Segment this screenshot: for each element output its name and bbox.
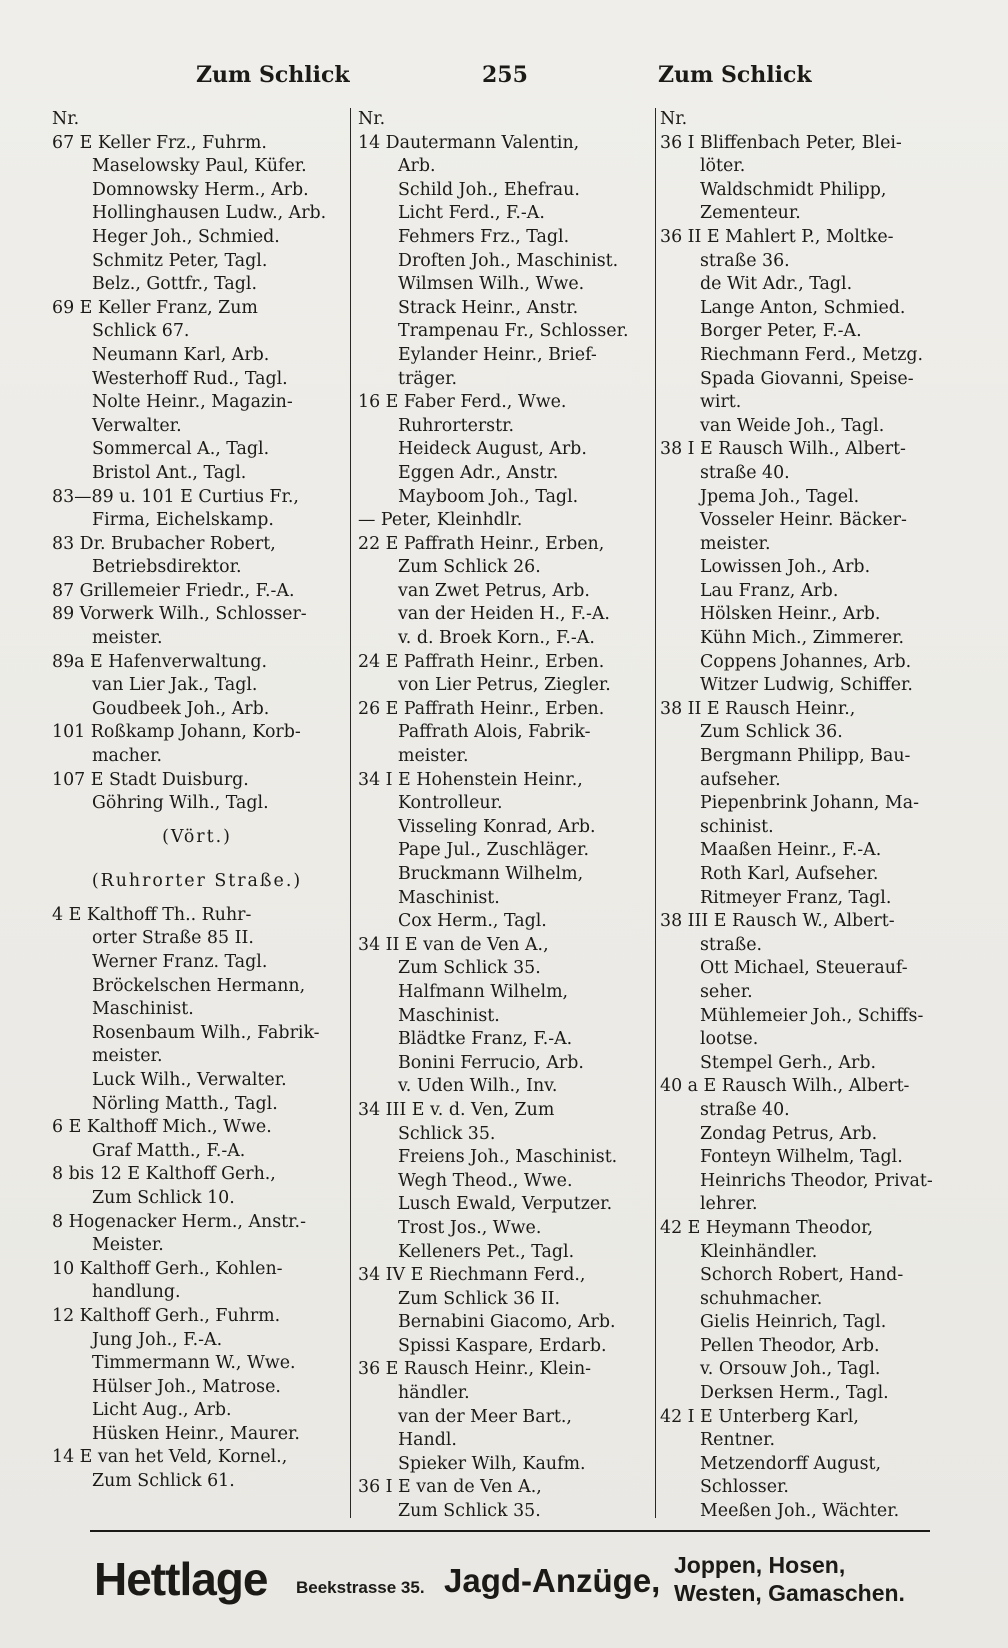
directory-entry-line: 26 E Paffrath Heinr., Erben. (358, 698, 605, 719)
directory-entry-line: Hölsken Heinr., Arb. (700, 604, 881, 625)
directory-entry-line: 36 E Rausch Heinr., Klein- (358, 1359, 592, 1380)
directory-entry-line: 36 I Bliffenbach Peter, Blei- (660, 132, 902, 153)
directory-entry-line: v. Orsouw Joh., Tagl. (700, 1359, 881, 1380)
directory-entry-line: van Weide Joh., Tagl. (700, 415, 885, 436)
directory-entry-line: 8 bis 12 E Kalthoff Gerh., (52, 1164, 276, 1185)
directory-entry-line: 87 Grillemeier Friedr., F.-A. (52, 580, 295, 601)
directory-entry-line: Lusch Ewald, Verputzer. (398, 1194, 613, 1215)
directory-entry-line: Zum Schlick 61. (92, 1471, 235, 1492)
directory-entry-line: Zum Schlick 35. (398, 1501, 541, 1522)
directory-entry-line: Betriebsdirektor. (92, 557, 242, 578)
directory-entry-line: Zondag Petrus, Arb. (700, 1123, 878, 1144)
directory-entry-line: Droften Joh., Maschinist. (398, 250, 619, 271)
directory-entry-line: Lowissen Joh., Arb. (700, 557, 871, 578)
directory-entry-line: Kelleners Pet., Tagl. (398, 1241, 575, 1262)
advertisement (0, 1552, 1008, 1632)
directory-entry-line: schuhmacher. (700, 1288, 823, 1309)
directory-entry-line: 34 III E v. d. Ven, Zum (358, 1099, 555, 1120)
directory-entry-line: Waldschmidt Philipp, (700, 179, 887, 200)
directory-entry-line: Kleinhändler. (700, 1241, 818, 1262)
directory-entry-line: Nörling Matth., Tagl. (92, 1093, 278, 1114)
ad-brand: Hettlage (94, 1553, 268, 1605)
directory-entry-line: 34 II E van de Ven A., (358, 934, 549, 955)
ad-items-line1: Joppen, Hosen, (674, 1552, 846, 1578)
directory-entry-line: Nr. (358, 109, 386, 129)
directory-entry-line: wirt. (700, 392, 742, 413)
directory-entry-line: Ruhrorterstr. (398, 415, 515, 436)
directory-column-1 (52, 108, 342, 1528)
directory-entry-line: Hüsken Heinr., Maurer. (92, 1423, 300, 1444)
directory-entry-line: Kontrolleur. (398, 793, 503, 814)
directory-entry-line: 40 a E Rausch Wilh., Albert- (660, 1076, 910, 1097)
directory-entry-line: Hülser Joh., Matrose. (92, 1376, 281, 1397)
directory-entry-line: Roth Karl, Aufseher. (700, 864, 879, 884)
ad-product: Jagd-Anzüge, (444, 1562, 661, 1599)
directory-entry-line: meister. (700, 533, 771, 554)
directory-entry-line: Ott Michael, Steuerauf- (700, 958, 908, 979)
directory-entry-line: Nr. (660, 109, 688, 129)
directory-entry-line: Jung Joh., F.-A. (92, 1329, 223, 1350)
page-number: 255 (482, 62, 528, 88)
directory-entry-line: 34 IV E Riechmann Ferd., (358, 1265, 586, 1286)
directory-entry-line: Arb. (398, 156, 436, 177)
directory-entry-line: meister. (92, 1046, 163, 1067)
running-title-left: Zum Schlick (196, 62, 350, 88)
directory-entry-line: Blädtke Franz, F.-A. (398, 1029, 573, 1050)
directory-entry-line: Domnowsky Herm., Arb. (92, 179, 309, 200)
running-title-right: Zum Schlick (658, 62, 812, 88)
directory-entry-line: Luck Wilh., Verwalter. (92, 1069, 287, 1090)
directory-entry-line: händler. (398, 1383, 470, 1404)
directory-entry-line: van der Meer Bart., (398, 1406, 572, 1427)
directory-entry-line: Eggen Adr., Anstr. (398, 462, 559, 483)
directory-entry-line: Bernabini Giacomo, Arb. (398, 1312, 616, 1333)
directory-entry-line: Spada Giovanni, Speise- (700, 368, 914, 389)
directory-entry-line: Zum Schlick 35. (398, 958, 541, 979)
directory-entry-line: Zum Schlick 26. (398, 557, 541, 578)
directory-entry-line: straße. (700, 934, 763, 955)
directory-entry-line: Belz., Gottfr., Tagl. (92, 274, 257, 295)
directory-entry-line: Schlick 67. (92, 321, 190, 342)
directory-entry-line: Meeßen Joh., Wächter. (700, 1501, 900, 1522)
directory-entry-line: Zum Schlick 36 II. (398, 1288, 561, 1309)
directory-entry-line: Firma, Eichelskamp. (92, 510, 274, 531)
directory-entry-line: löter. (700, 156, 746, 177)
directory-entry-line: Trampenau Fr., Schlosser. (398, 321, 629, 342)
directory-entry-line: Witzer Ludwig, Schiffer. (700, 675, 913, 696)
directory-entry-line: Freiens Joh., Maschinist. (398, 1147, 618, 1168)
directory-entry-line: 12 Kalthoff Gerh., Fuhrm. (52, 1305, 281, 1326)
directory-entry-line: 89 Vorwerk Wilh., Schlosser- (52, 604, 307, 625)
directory-entry-line: 42 I E Unterberg Karl, (660, 1406, 859, 1427)
directory-entry-line: Riechmann Ferd., Metzg. (700, 344, 924, 365)
directory-entry-line: straße 40. (700, 462, 790, 483)
directory-entry-line: 36 I E van de Ven A., (358, 1477, 542, 1498)
directory-entry-line: (Vört.) (162, 826, 232, 847)
directory-entry-line: Zum Schlick 36. (700, 722, 843, 743)
directory-entry-line: Göhring Wilh., Tagl. (92, 793, 269, 814)
directory-entry-line: Paffrath Alois, Fabrik- (398, 722, 591, 743)
directory-entry-line: Stempel Gerh., Arb. (700, 1052, 877, 1073)
directory-entry-line: Neumann Karl, Arb. (92, 344, 270, 365)
directory-entry-line: 42 E Heymann Theodor, (660, 1217, 874, 1238)
directory-column-2 (358, 108, 652, 1528)
directory-entry-line: Schlosser. (700, 1477, 789, 1498)
directory-entry-line: Piepenbrink Johann, Ma- (700, 793, 919, 814)
directory-entry-line: Pellen Theodor, Arb. (700, 1335, 880, 1356)
directory-entry-line: straße 36. (700, 250, 790, 271)
ad-items-line2: Westen, Gamaschen. (674, 1580, 905, 1606)
directory-entry-line: Halfmann Wilhelm, (398, 981, 569, 1002)
directory-entry-line: Sommercal A., Tagl. (92, 439, 270, 460)
directory-entry-line: Maschinist. (398, 1005, 500, 1026)
page-header (0, 62, 1008, 98)
directory-entry-line: 38 III E Rausch W., Albert- (660, 911, 895, 932)
directory-entry-line: Maschinist. (92, 999, 194, 1020)
directory-entry-line: Licht Aug., Arb. (92, 1400, 232, 1421)
directory-entry-line: 107 E Stadt Duisburg. (52, 769, 249, 790)
directory-entry-line: Graf Matth., F.-A. (92, 1140, 246, 1161)
directory-entry-line: Bergmann Philipp, Bau- (700, 746, 911, 767)
directory-entry-line: Jpema Joh., Tagel. (700, 486, 860, 507)
directory-entry-line: Schmitz Peter, Tagl. (92, 250, 268, 271)
directory-entry-line: Maaßen Heinr., F.-A. (700, 840, 882, 861)
directory-entry-line: straße 40. (700, 1099, 790, 1120)
directory-entry-line: Timmermann W., Wwe. (92, 1353, 296, 1374)
directory-entry-line: schinist. (700, 816, 774, 837)
directory-entry-line: 38 II E Rausch Heinr., (660, 698, 856, 719)
directory-entry-line: 14 E van het Veld, Kornel., (52, 1447, 288, 1468)
directory-entry-line: Schorch Robert, Hand- (700, 1265, 904, 1286)
directory-entry-line: 36 II E Mahlert P., Moltke- (660, 226, 894, 247)
directory-entry-line: Westerhoff Rud., Tagl. (92, 368, 288, 389)
directory-entry-line: 8 Hogenacker Herm., Anstr.- (52, 1211, 306, 1232)
directory-entry-line: lehrer. (700, 1194, 758, 1215)
directory-entry-line: Heideck August, Arb. (398, 439, 587, 460)
directory-entry-line: 67 E Keller Frz., Fuhrm. (52, 132, 267, 153)
directory-entry-line: Wegh Theod., Wwe. (398, 1170, 573, 1191)
directory-entry-line: Lange Anton, Schmied. (700, 297, 906, 318)
directory-entry-line: 34 I E Hohenstein Heinr., (358, 769, 583, 790)
directory-entry-line: van Zwet Petrus, Arb. (398, 580, 590, 601)
directory-entry-line: orter Straße 85 II. (92, 928, 254, 949)
directory-entry-line: lootse. (700, 1029, 759, 1050)
directory-entry-line: Kühn Mich., Zimmerer. (700, 628, 905, 649)
directory-entry-line: Rosenbaum Wilh., Fabrik- (92, 1022, 320, 1043)
directory-entry-line: macher. (92, 746, 163, 767)
directory-entry-line: v. d. Broek Korn., F.-A. (398, 628, 595, 649)
directory-entry-line: Meister. (92, 1235, 164, 1256)
footer-divider (90, 1530, 930, 1532)
directory-entry-line: Borger Peter, F.-A. (700, 321, 862, 342)
directory-entry-line: Vosseler Heinr. Bäcker- (700, 510, 907, 531)
directory-entry-line: Schild Joh., Ehefrau. (398, 179, 580, 200)
directory-entry-line: van der Heiden H., F.-A. (398, 604, 610, 625)
directory-entry-line: Rentner. (700, 1430, 775, 1451)
directory-entry-line: handlung. (92, 1282, 181, 1303)
directory-entry-line: Bonini Ferrucio, Arb. (398, 1052, 584, 1073)
directory-entry-line: Bruckmann Wilhelm, (398, 864, 584, 884)
directory-entry-line: Lau Franz, Arb. (700, 580, 839, 601)
directory-entry-line: Hollinghausen Ludw., Arb. (92, 203, 327, 224)
directory-entry-line: seher. (700, 981, 753, 1002)
directory-entry-line: Licht Ferd., F.-A. (398, 203, 545, 224)
directory-entry-line: Mühlemeier Joh., Schiffs- (700, 1005, 924, 1026)
directory-entry-line: Nolte Heinr., Magazin- (92, 392, 293, 413)
directory-entry-line: träger. (398, 368, 458, 389)
column-divider (350, 108, 351, 1518)
directory-entry-line: 10 Kalthoff Gerh., Kohlen- (52, 1258, 283, 1279)
directory-entry-line: Nr. (52, 109, 80, 129)
directory-entry-line: Eylander Heinr., Brief- (398, 344, 597, 365)
directory-entry-line: 24 E Paffrath Heinr., Erben. (358, 651, 605, 672)
directory-entry-line: meister. (398, 746, 469, 767)
directory-entry-line: Verwalter. (92, 415, 182, 436)
directory-entry-line: von Lier Petrus, Ziegler. (398, 675, 611, 696)
directory-entry-line: 22 E Paffrath Heinr., Erben, (358, 533, 605, 554)
directory-entry-line: 101 Roßkamp Johann, Korb- (52, 722, 301, 743)
directory-entry-line: Derksen Herm., Tagl. (700, 1383, 889, 1404)
directory-entry-line: Cox Herm., Tagl. (398, 911, 547, 932)
directory-entry-line: 14 Dautermann Valentin, (358, 132, 580, 153)
directory-entry-line: Fonteyn Wilhelm, Tagl. (700, 1147, 903, 1168)
directory-entry-line: Heger Joh., Schmied. (92, 226, 280, 247)
directory-entry-line: Maschinist. (398, 887, 500, 908)
directory-entry-line: Trost Jos., Wwe. (398, 1217, 542, 1238)
directory-entry-line: van Lier Jak., Tagl. (92, 675, 258, 696)
directory-entry-line: 83 Dr. Brubacher Robert, (52, 533, 276, 554)
directory-entry-line: Metzendorff August, (700, 1453, 882, 1474)
directory-entry-line: 4 E Kalthoff Th.. Ruhr- (52, 904, 252, 925)
directory-entry-line: Wilmsen Wilh., Wwe. (398, 274, 585, 295)
directory-entry-line: 69 E Keller Franz, Zum (52, 297, 258, 318)
directory-entry-line: Schlick 35. (398, 1123, 496, 1144)
column-divider (655, 108, 656, 1518)
directory-entry-line: meister. (92, 628, 163, 649)
directory-entry-line: (Ruhrorter Straße.) (91, 870, 303, 891)
directory-entry-line: Spissi Kaspare, Erdarb. (398, 1335, 607, 1356)
directory-entry-line: Fehmers Frz., Tagl. (398, 226, 570, 247)
directory-entry-line: Werner Franz. Tagl. (92, 952, 268, 972)
directory-entry-line: 38 I E Rausch Wilh., Albert- (660, 439, 906, 460)
directory-entry-line: Strack Heinr., Anstr. (398, 297, 579, 318)
directory-entry-line: Spieker Wilh, Kaufm. (398, 1453, 586, 1474)
directory-column-3 (660, 108, 966, 1528)
directory-entry-line: Bristol Ant., Tagl. (92, 462, 247, 483)
directory-entry-line: Maselowsky Paul, Küfer. (92, 156, 307, 177)
directory-entry-line: Bröckelschen Hermann, (92, 975, 306, 996)
directory-entry-line: Pape Jul., Zuschläger. (398, 840, 589, 861)
directory-entry-line: aufseher. (700, 769, 781, 790)
directory-entry-line: v. Uden Wilh., Inv. (398, 1076, 558, 1097)
directory-entry-line: Handl. (398, 1430, 457, 1451)
directory-entry-line: Ritmeyer Franz, Tagl. (700, 887, 892, 908)
directory-entry-line: Gielis Heinrich, Tagl. (700, 1312, 887, 1333)
directory-entry-line: Coppens Johannes, Arb. (700, 651, 912, 672)
directory-entry-line: 16 E Faber Ferd., Wwe. (358, 392, 567, 413)
directory-entry-line: 89a E Hafenverwaltung. (52, 651, 268, 672)
directory-entry-line: Visseling Konrad, Arb. (398, 816, 596, 837)
directory-entry-line: 6 E Kalthoff Mich., Wwe. (52, 1117, 272, 1138)
directory-entry-line: 83—89 u. 101 E Curtius Fr., (52, 486, 299, 507)
directory-entry-line: Mayboom Joh., Tagl. (398, 486, 579, 507)
directory-entry-line: Zementeur. (700, 203, 801, 224)
directory-entry-line: Zum Schlick 10. (92, 1187, 235, 1208)
directory-entry-line: — Peter, Kleinhdlr. (358, 510, 523, 531)
ad-address: Beekstrasse 35. (296, 1578, 425, 1597)
directory-entry-line: Heinrichs Theodor, Privat- (700, 1170, 933, 1191)
directory-entry-line: de Wit Adr., Tagl. (700, 274, 853, 295)
directory-entry-line: Goudbeek Joh., Arb. (92, 698, 270, 719)
